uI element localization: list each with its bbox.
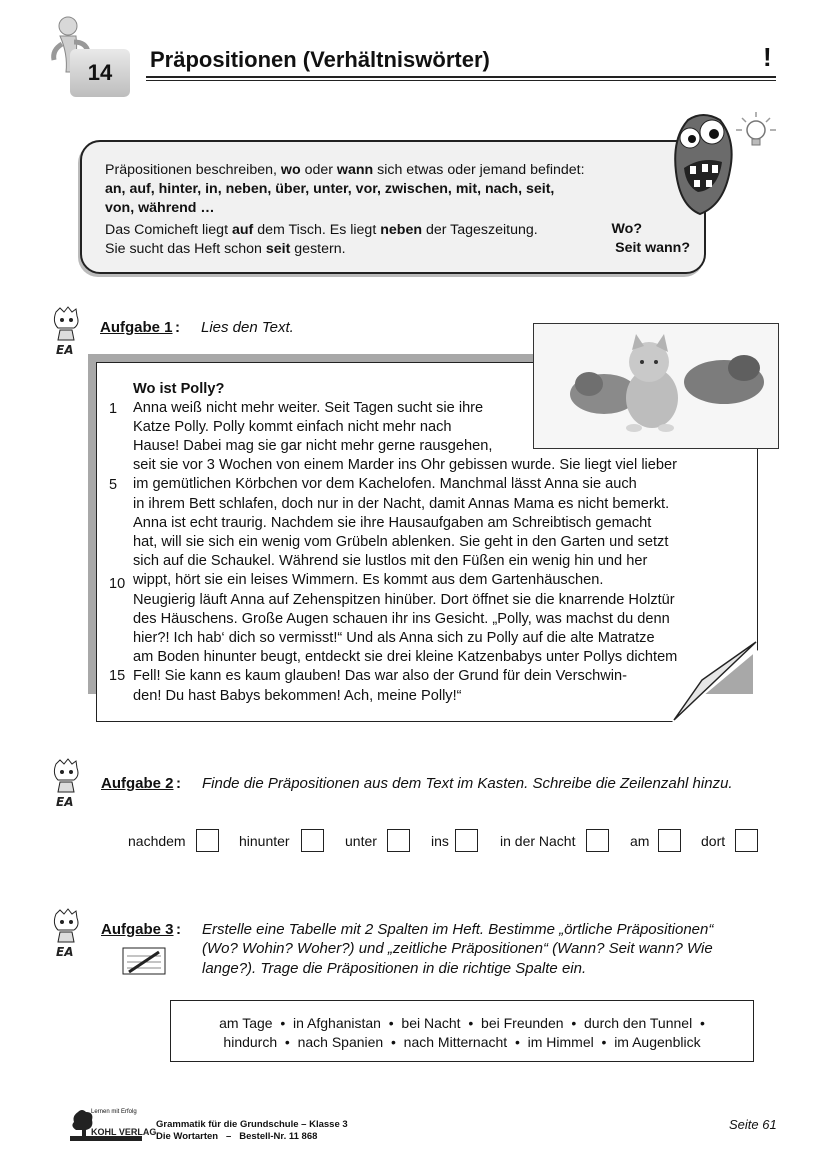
student-ea-icon: [46, 306, 86, 356]
info-question-2: Seit wann?: [615, 240, 690, 256]
story-line: hat, will sie sich ein wenig vom Grübeln ablenken. Sie geht in den Garten und setzt: [133, 534, 669, 550]
line-number: 15: [109, 668, 126, 684]
page-curl-decoration: [672, 640, 758, 722]
story-line: den! Du hast Babys bekommen! Ach, meine Polly!“: [133, 688, 462, 704]
word-box-row-1: am Tage • in Afghanistan • bei Nacht • bei Freunden • durch den Tunnel •: [219, 1015, 705, 1031]
task-3-label: Aufgabe 3: [101, 921, 174, 938]
story-title: Wo ist Polly?: [133, 381, 225, 397]
word-am: am: [630, 833, 650, 849]
word-unter: unter: [345, 833, 377, 849]
story-line: am Boden hinunter beugt, entdeckt sie drei kleine Katzenbabys unter Pollys dichtem: [133, 649, 678, 665]
notebook-pen-icon: [121, 946, 167, 976]
task-2-colon: :: [176, 775, 181, 792]
task-3-instruction-line: Erstelle eine Tabelle mit 2 Spalten im Heft. Bestimme „örtliche Präpositionen“: [202, 921, 714, 938]
line-number: 1: [109, 401, 118, 417]
story-line: wippt, hört sie ein leises Wimmern. Es kommt aus dem Gartenhäuschen.: [133, 572, 604, 588]
info-example-1: Das Comicheft liegt auf dem Tisch. Es liegt neben der Tageszeitung.: [105, 222, 538, 238]
story-line: des Häuschens. Große Augen schauen ihr ins Gesicht. „Polly, was machst du denn: [133, 611, 670, 627]
info-box: [80, 140, 706, 274]
exclamation-mark: !: [763, 42, 772, 72]
story-line: sich auf die Schaukel. Während sie lustlos mit den Füßen ein wenig hin und her: [133, 553, 648, 569]
footer-book-subtitle: Die Wortarten – Bestell-Nr. 11 868: [156, 1131, 318, 1142]
story-line: hier?! Ich hab‘ dich so vermisst!“ Und als Anna sich zu Polly auf die alte Matratze: [133, 630, 655, 646]
task-3-instruction-line: (Wo? Wohin? Woher?) und „zeitliche Präpositionen“ (Wann? Seit wann? Wie: [202, 940, 713, 957]
logo-tagline: Lernen mit Erfolg: [91, 1109, 137, 1115]
monster-icon: [668, 110, 738, 220]
title-underline: [146, 76, 776, 78]
info-question-1: Wo?: [611, 221, 642, 237]
line-number-input[interactable]: [301, 829, 324, 852]
logo-text: KOHL VERLAG: [91, 1127, 157, 1137]
task-3-colon: :: [176, 921, 181, 938]
line-number-input[interactable]: [658, 829, 681, 852]
line-number-input[interactable]: [586, 829, 609, 852]
footer-page-number: Seite 61: [729, 1117, 777, 1132]
svg-text:EA: EA: [56, 945, 74, 958]
page-title: Präpositionen (Verhältniswörter): [150, 47, 490, 72]
task-1-instruction: Lies den Text.: [201, 319, 294, 336]
story-line: Anna weiß nicht mehr weiter. Seit Tagen sucht sie ihre: [133, 400, 484, 416]
word-box-row-2: hindurch • nach Spanien • nach Mitternacht • im Himmel • im Augenblick: [223, 1034, 701, 1050]
info-example-2: Sie sucht das Heft schon seit gestern.: [105, 241, 346, 257]
story-line: Fell! Sie kann es kaum glauben! Das war also der Grund für dein Verschwin-: [133, 668, 627, 684]
info-prepositions-list-cont: von, während …: [105, 200, 215, 216]
word-in-der-nacht: in der Nacht: [500, 833, 576, 849]
svg-text:EA: EA: [56, 795, 74, 808]
lightbulb-icon: [734, 108, 778, 156]
word-ins: ins: [431, 833, 449, 849]
story-line: in ihrem Bett schlafen, doch nur in der Nacht, damit Annas Mama es nicht bemerkt.: [133, 496, 670, 512]
word-dort: dort: [701, 833, 726, 849]
footer-book-title: Grammatik für die Grundschule – Klasse 3: [156, 1119, 348, 1130]
line-number-input[interactable]: [387, 829, 410, 852]
story-line: Anna ist echt traurig. Nachdem sie ihre Hausaufgaben am Schreibtisch gemacht: [133, 515, 652, 531]
word-hinunter: hinunter: [239, 833, 290, 849]
info-prepositions-list: an, auf, hinter, in, neben, über, unter, vor, zwischen, mit, nach, seit,: [105, 181, 555, 197]
page-number-badge: 14: [70, 49, 130, 97]
svg-text:EA: EA: [56, 343, 74, 356]
line-number-input[interactable]: [735, 829, 758, 852]
line-number: 5: [109, 477, 118, 493]
student-ea-icon: [46, 758, 86, 808]
story-line: Hause! Dabei mag sie gar nicht mehr gerne rausgehen,: [133, 438, 493, 454]
story-line: im gemütlichen Körbchen vor dem Kachelofen. Manchmal lässt Anna sie auch: [133, 476, 637, 492]
title-underline-thin: [146, 80, 776, 81]
task-2-instruction: Finde die Präpositionen aus dem Text im Kasten. Schreibe die Zeilenzahl hinzu.: [202, 775, 733, 792]
story-line: Neugierig läuft Anna auf Zehenspitzen hinüber. Dort öffnet sie die knarrende Holztür: [133, 592, 675, 608]
line-number: 10: [109, 576, 126, 592]
task-1-colon: :: [175, 319, 180, 336]
story-line: seit sie vor 3 Wochen von einem Marder ins Ohr gebissen wurde. Sie liegt viel lieber: [133, 457, 678, 473]
student-ea-icon: [46, 908, 86, 958]
task-2-label: Aufgabe 2: [101, 775, 174, 792]
kittens-photo: [533, 323, 779, 449]
task-1-label: Aufgabe 1: [100, 319, 173, 336]
word-nachdem: nachdem: [128, 833, 186, 849]
info-line-1: Präpositionen beschreiben, wo oder wann sich etwas oder jemand befindet:: [105, 162, 585, 178]
task-3-instruction-line: lange?). Trage die Präpositionen in die richtige Spalte ein.: [202, 960, 587, 977]
prepositions-word-box: [170, 1000, 754, 1062]
story-line: Katze Polly. Polly kommt einfach nicht mehr nach: [133, 419, 452, 435]
line-number-input[interactable]: [196, 829, 219, 852]
line-number-input[interactable]: [455, 829, 478, 852]
